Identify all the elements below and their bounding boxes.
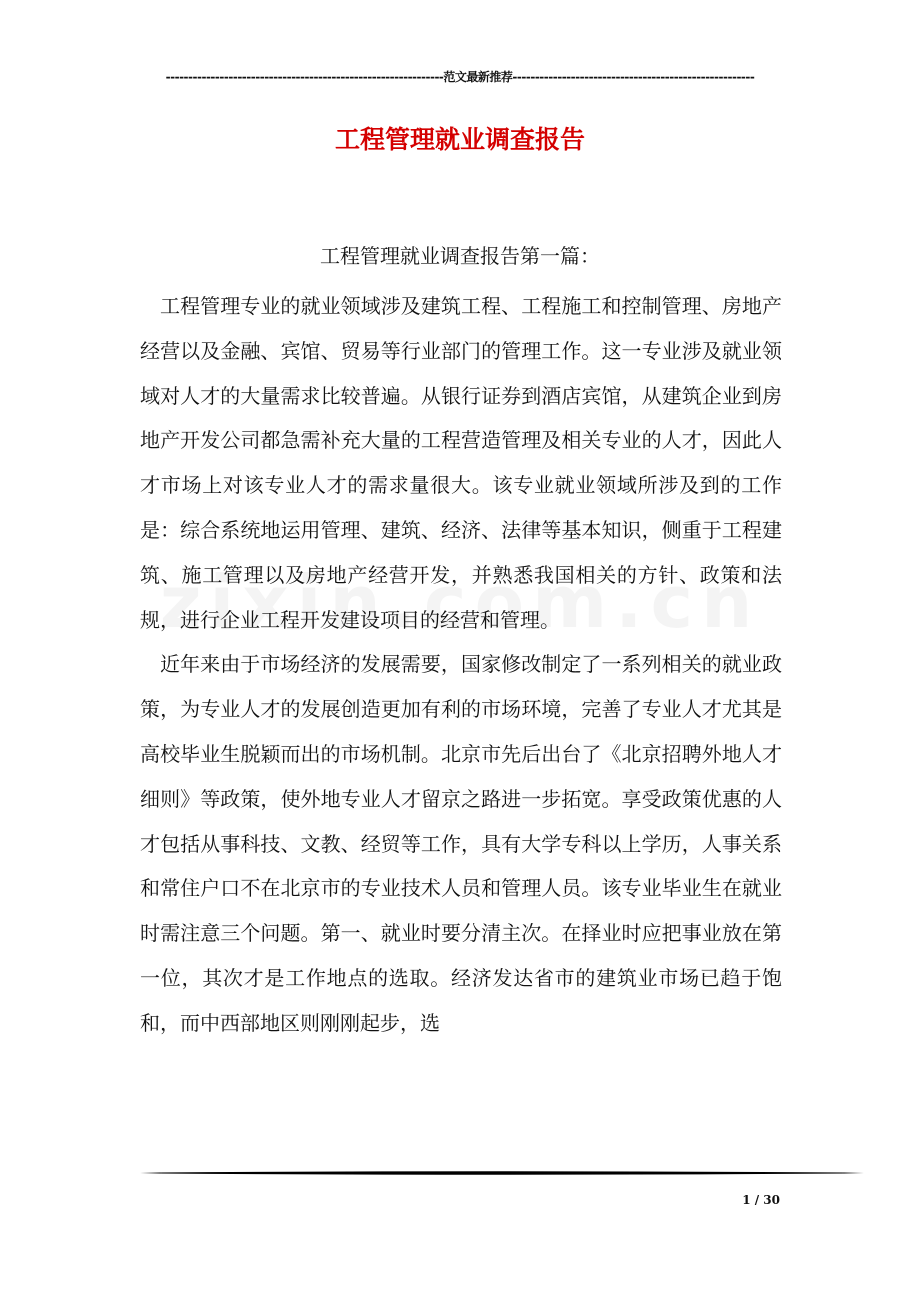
document-body <box>140 284 782 1046</box>
section-heading: 工程管理就业调查报告第一篇： <box>320 244 600 268</box>
document-title: 工程管理就业调查报告 <box>334 125 585 154</box>
body-paragraph-2: 近年来由于市场经济的发展需要，国家修改制定了一系列相关的就业政策，为专业人才的发展创造更加有利的市场环境，完善了专业人才尤其是高校毕业生脱颖而出的市场机制。北京市先后出台了《北京招聘外地人才细则》等政策，使外地专业人才留京之路进一步拓宽。享受政策优惠的人才包括从事科技、文教、经贸等工作，具有大学专科以上学历，人事关系和常住户口不在北京市的专业技术人员和管理人员。该专业毕业生在就业时需注意三个问题。第一、就业时要分清主次。在择业时应把事业放在第一位，其次才是工作地点的选取。经济发达省市的建筑业市场已趋于饱和，而中西部地区则刚刚起步，选 <box>140 652 782 1035</box>
footer-divider <box>140 1170 864 1176</box>
body-paragraph-1: 工程管理专业的就业领域涉及建筑工程、工程施工和控制管理、房地产经营以及金融、宾馆、贸易等行业部门的管理工作。这一专业涉及就业领域对人才的大量需求比较普遍。从银行证券到酒店宾馆，从建筑企业到房地产开发公司都急需补充大量的工程营造管理及相关专业的人才，因此人才市场上对该专业人才的需求量很大。该专业就业领域所涉及到的工作是：综合系统地运用管理、建筑、经济、法律等基本知识，侧重于工程建筑、施工管理以及房地产经营开发，并熟悉我国相关的方针、政策和法规，进行企业工程开发建设项目的经营和管理。 <box>140 294 782 632</box>
page-header: --------------------------------------------------------------范文最新推荐------------------------------------------------------ <box>165 70 755 84</box>
page-number: 1 / 30 <box>742 1193 780 1207</box>
